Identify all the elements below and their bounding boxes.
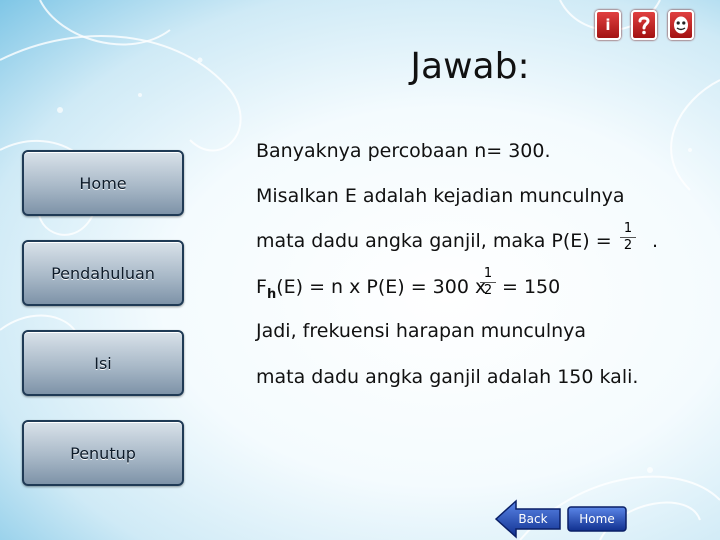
- help-button[interactable]: [631, 10, 657, 40]
- line-4-end: = 150: [502, 276, 561, 298]
- nav-label: Home: [79, 174, 127, 193]
- back-button[interactable]: [494, 498, 564, 540]
- fraction-half: [620, 222, 636, 253]
- nav-button-home[interactable]: [22, 150, 184, 216]
- nav-button-penutup[interactable]: [22, 420, 184, 486]
- fraction-numerator: 1: [620, 222, 636, 238]
- line-3-end: .: [652, 230, 659, 252]
- nav-label: Pendahuluan: [51, 264, 155, 283]
- back-label: Back: [518, 512, 548, 526]
- content-line-4: [256, 276, 486, 302]
- frequency-symbol: F: [256, 276, 267, 298]
- home-label: Home: [579, 512, 615, 526]
- face-icon: [672, 15, 690, 35]
- info-button[interactable]: [595, 10, 621, 40]
- nav-label: Penutup: [70, 444, 136, 463]
- content-line-1: Banyaknya percobaan n= 300.: [256, 140, 551, 162]
- nav-label: Isi: [94, 354, 112, 373]
- page-title: Jawab:: [410, 46, 530, 87]
- content-line-5: Jadi, frekuensi harapan munculnya: [256, 320, 587, 342]
- info-icon: i: [605, 16, 611, 34]
- content-line-6: mata dadu angka ganjil adalah 150 kali.: [256, 366, 639, 388]
- frequency-subscript: h: [266, 286, 277, 302]
- fraction-denominator: 2: [483, 283, 493, 298]
- nav-button-pendahuluan[interactable]: [22, 240, 184, 306]
- content-line-3: [256, 230, 612, 252]
- content-line-2: Misalkan E adalah kejadian munculnya: [256, 185, 625, 207]
- fraction-numerator: 1: [480, 267, 496, 283]
- profile-button[interactable]: [668, 10, 694, 40]
- fraction-half-2: [480, 267, 496, 298]
- home-button[interactable]: [566, 498, 628, 540]
- nav-button-isi[interactable]: [22, 330, 184, 396]
- fraction-denominator: 2: [623, 238, 633, 253]
- question-mark-icon: [637, 15, 651, 35]
- line-4-text: (E) = n x P(E) = 300 x: [276, 276, 487, 298]
- line-3-text: mata dadu angka ganjil, maka P(E) =: [256, 230, 612, 252]
